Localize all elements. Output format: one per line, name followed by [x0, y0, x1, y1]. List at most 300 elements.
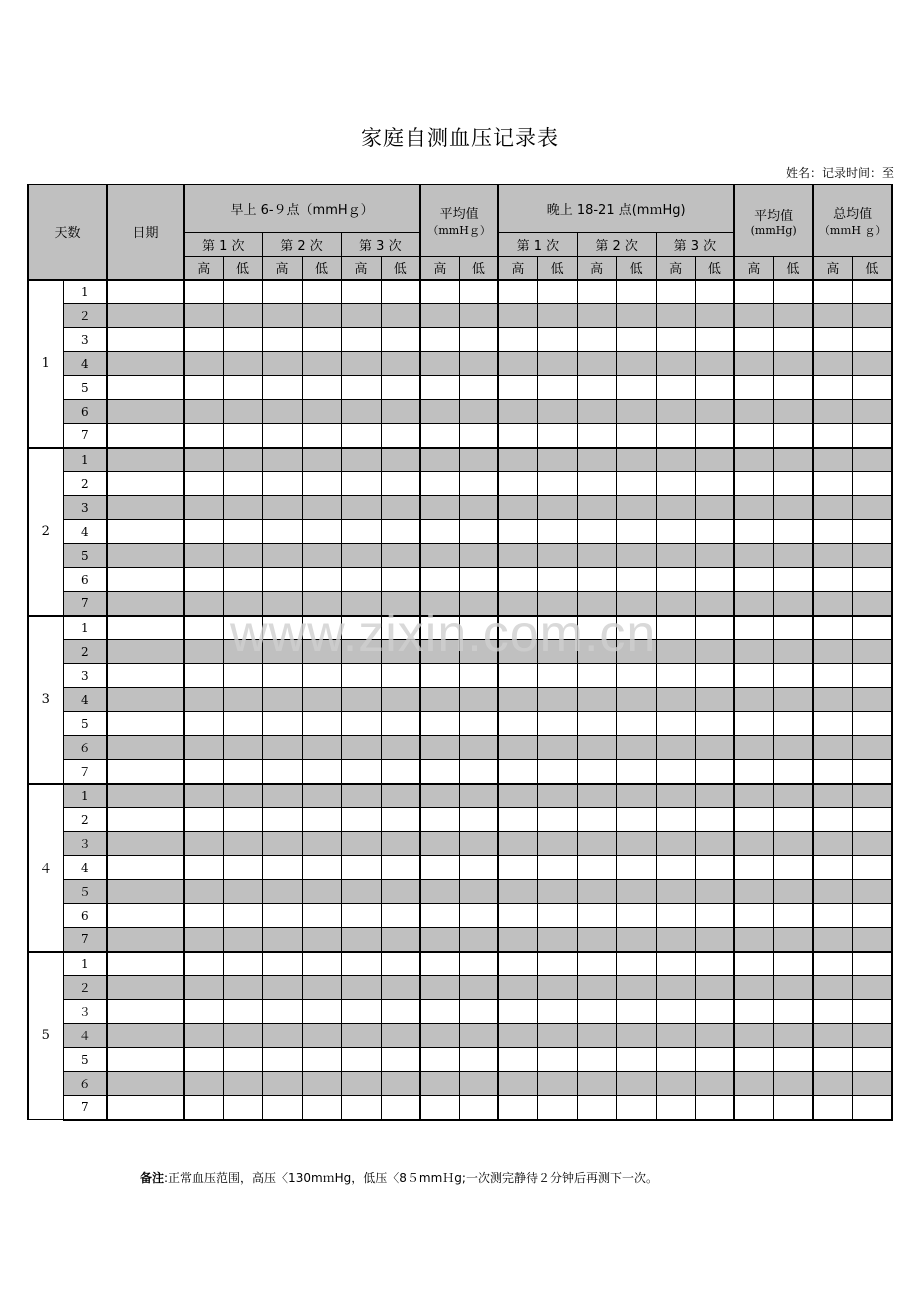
low-value-cell[interactable] [459, 904, 498, 928]
low-value-cell[interactable] [773, 280, 813, 304]
high-value-cell[interactable] [498, 280, 537, 304]
high-value-cell[interactable] [341, 760, 381, 784]
low-value-cell[interactable] [852, 952, 892, 976]
low-value-cell[interactable] [223, 280, 262, 304]
high-value-cell[interactable] [341, 544, 381, 568]
low-value-cell[interactable] [616, 808, 656, 832]
low-value-cell[interactable] [459, 400, 498, 424]
high-value-cell[interactable] [184, 976, 223, 1000]
low-value-cell[interactable] [616, 472, 656, 496]
low-value-cell[interactable] [537, 664, 577, 688]
low-value-cell[interactable] [381, 712, 420, 736]
high-value-cell[interactable] [184, 424, 223, 448]
high-value-cell[interactable] [341, 448, 381, 472]
high-value-cell[interactable] [420, 928, 459, 952]
date-cell[interactable] [107, 928, 184, 952]
low-value-cell[interactable] [223, 928, 262, 952]
high-value-cell[interactable] [341, 904, 381, 928]
high-value-cell[interactable] [577, 1000, 616, 1024]
low-value-cell[interactable] [695, 280, 734, 304]
high-value-cell[interactable] [656, 1096, 695, 1120]
low-value-cell[interactable] [459, 952, 498, 976]
date-cell[interactable] [107, 448, 184, 472]
high-value-cell[interactable] [734, 808, 773, 832]
high-value-cell[interactable] [184, 400, 223, 424]
low-value-cell[interactable] [852, 904, 892, 928]
high-value-cell[interactable] [577, 328, 616, 352]
low-value-cell[interactable] [852, 856, 892, 880]
high-value-cell[interactable] [498, 880, 537, 904]
date-cell[interactable] [107, 760, 184, 784]
high-value-cell[interactable] [656, 376, 695, 400]
high-value-cell[interactable] [656, 280, 695, 304]
high-value-cell[interactable] [262, 376, 302, 400]
low-value-cell[interactable] [302, 304, 341, 328]
high-value-cell[interactable] [498, 664, 537, 688]
low-value-cell[interactable] [223, 352, 262, 376]
high-value-cell[interactable] [184, 496, 223, 520]
low-value-cell[interactable] [459, 736, 498, 760]
low-value-cell[interactable] [616, 904, 656, 928]
low-value-cell[interactable] [381, 952, 420, 976]
low-value-cell[interactable] [302, 544, 341, 568]
high-value-cell[interactable] [341, 496, 381, 520]
low-value-cell[interactable] [773, 304, 813, 328]
low-value-cell[interactable] [695, 376, 734, 400]
low-value-cell[interactable] [616, 400, 656, 424]
low-value-cell[interactable] [223, 760, 262, 784]
low-value-cell[interactable] [381, 448, 420, 472]
low-value-cell[interactable] [381, 352, 420, 376]
high-value-cell[interactable] [813, 1000, 852, 1024]
high-value-cell[interactable] [420, 880, 459, 904]
high-value-cell[interactable] [341, 376, 381, 400]
low-value-cell[interactable] [773, 664, 813, 688]
low-value-cell[interactable] [695, 592, 734, 616]
low-value-cell[interactable] [695, 976, 734, 1000]
low-value-cell[interactable] [302, 880, 341, 904]
low-value-cell[interactable] [537, 280, 577, 304]
high-value-cell[interactable] [184, 832, 223, 856]
low-value-cell[interactable] [302, 664, 341, 688]
low-value-cell[interactable] [616, 688, 656, 712]
low-value-cell[interactable] [616, 1000, 656, 1024]
high-value-cell[interactable] [813, 448, 852, 472]
low-value-cell[interactable] [223, 832, 262, 856]
high-value-cell[interactable] [813, 592, 852, 616]
low-value-cell[interactable] [381, 1000, 420, 1024]
low-value-cell[interactable] [773, 952, 813, 976]
high-value-cell[interactable] [734, 376, 773, 400]
high-value-cell[interactable] [734, 280, 773, 304]
high-value-cell[interactable] [734, 1048, 773, 1072]
low-value-cell[interactable] [302, 1072, 341, 1096]
high-value-cell[interactable] [656, 592, 695, 616]
low-value-cell[interactable] [616, 976, 656, 1000]
low-value-cell[interactable] [695, 784, 734, 808]
high-value-cell[interactable] [341, 400, 381, 424]
high-value-cell[interactable] [262, 1072, 302, 1096]
high-value-cell[interactable] [656, 976, 695, 1000]
high-value-cell[interactable] [813, 1048, 852, 1072]
high-value-cell[interactable] [813, 352, 852, 376]
high-value-cell[interactable] [341, 688, 381, 712]
high-value-cell[interactable] [184, 1096, 223, 1120]
low-value-cell[interactable] [302, 328, 341, 352]
low-value-cell[interactable] [302, 832, 341, 856]
low-value-cell[interactable] [223, 568, 262, 592]
low-value-cell[interactable] [852, 1048, 892, 1072]
low-value-cell[interactable] [381, 808, 420, 832]
low-value-cell[interactable] [616, 952, 656, 976]
high-value-cell[interactable] [734, 760, 773, 784]
high-value-cell[interactable] [577, 544, 616, 568]
high-value-cell[interactable] [341, 520, 381, 544]
high-value-cell[interactable] [734, 712, 773, 736]
low-value-cell[interactable] [223, 520, 262, 544]
low-value-cell[interactable] [537, 448, 577, 472]
high-value-cell[interactable] [734, 928, 773, 952]
date-cell[interactable] [107, 1048, 184, 1072]
low-value-cell[interactable] [616, 1048, 656, 1072]
low-value-cell[interactable] [302, 376, 341, 400]
high-value-cell[interactable] [184, 784, 223, 808]
high-value-cell[interactable] [420, 352, 459, 376]
high-value-cell[interactable] [656, 1024, 695, 1048]
low-value-cell[interactable] [695, 856, 734, 880]
high-value-cell[interactable] [498, 1048, 537, 1072]
high-value-cell[interactable] [262, 448, 302, 472]
low-value-cell[interactable] [695, 616, 734, 640]
high-value-cell[interactable] [577, 280, 616, 304]
high-value-cell[interactable] [734, 544, 773, 568]
date-cell[interactable] [107, 280, 184, 304]
low-value-cell[interactable] [695, 568, 734, 592]
low-value-cell[interactable] [381, 568, 420, 592]
low-value-cell[interactable] [537, 832, 577, 856]
low-value-cell[interactable] [852, 808, 892, 832]
high-value-cell[interactable] [498, 760, 537, 784]
low-value-cell[interactable] [302, 904, 341, 928]
high-value-cell[interactable] [498, 1072, 537, 1096]
low-value-cell[interactable] [381, 472, 420, 496]
low-value-cell[interactable] [459, 1072, 498, 1096]
high-value-cell[interactable] [420, 544, 459, 568]
low-value-cell[interactable] [852, 640, 892, 664]
high-value-cell[interactable] [813, 424, 852, 448]
low-value-cell[interactable] [695, 712, 734, 736]
low-value-cell[interactable] [852, 424, 892, 448]
low-value-cell[interactable] [852, 1072, 892, 1096]
low-value-cell[interactable] [852, 568, 892, 592]
high-value-cell[interactable] [341, 304, 381, 328]
low-value-cell[interactable] [223, 808, 262, 832]
low-value-cell[interactable] [537, 712, 577, 736]
low-value-cell[interactable] [616, 544, 656, 568]
high-value-cell[interactable] [498, 304, 537, 328]
low-value-cell[interactable] [773, 928, 813, 952]
high-value-cell[interactable] [813, 808, 852, 832]
high-value-cell[interactable] [262, 976, 302, 1000]
high-value-cell[interactable] [184, 736, 223, 760]
low-value-cell[interactable] [695, 880, 734, 904]
high-value-cell[interactable] [498, 496, 537, 520]
low-value-cell[interactable] [616, 784, 656, 808]
high-value-cell[interactable] [813, 928, 852, 952]
high-value-cell[interactable] [262, 832, 302, 856]
low-value-cell[interactable] [381, 904, 420, 928]
low-value-cell[interactable] [459, 688, 498, 712]
low-value-cell[interactable] [537, 856, 577, 880]
high-value-cell[interactable] [262, 496, 302, 520]
low-value-cell[interactable] [773, 712, 813, 736]
low-value-cell[interactable] [773, 1024, 813, 1048]
low-value-cell[interactable] [773, 472, 813, 496]
low-value-cell[interactable] [695, 832, 734, 856]
high-value-cell[interactable] [341, 1000, 381, 1024]
high-value-cell[interactable] [577, 448, 616, 472]
low-value-cell[interactable] [459, 544, 498, 568]
high-value-cell[interactable] [341, 1048, 381, 1072]
high-value-cell[interactable] [184, 664, 223, 688]
high-value-cell[interactable] [420, 400, 459, 424]
high-value-cell[interactable] [262, 400, 302, 424]
low-value-cell[interactable] [459, 352, 498, 376]
high-value-cell[interactable] [184, 520, 223, 544]
high-value-cell[interactable] [184, 1048, 223, 1072]
low-value-cell[interactable] [616, 832, 656, 856]
high-value-cell[interactable] [577, 496, 616, 520]
high-value-cell[interactable] [813, 1024, 852, 1048]
low-value-cell[interactable] [223, 688, 262, 712]
high-value-cell[interactable] [341, 424, 381, 448]
low-value-cell[interactable] [459, 520, 498, 544]
high-value-cell[interactable] [656, 832, 695, 856]
high-value-cell[interactable] [813, 376, 852, 400]
high-value-cell[interactable] [813, 400, 852, 424]
low-value-cell[interactable] [773, 568, 813, 592]
low-value-cell[interactable] [773, 1096, 813, 1120]
low-value-cell[interactable] [773, 736, 813, 760]
high-value-cell[interactable] [420, 304, 459, 328]
high-value-cell[interactable] [262, 1024, 302, 1048]
low-value-cell[interactable] [223, 1072, 262, 1096]
high-value-cell[interactable] [262, 760, 302, 784]
high-value-cell[interactable] [341, 1024, 381, 1048]
high-value-cell[interactable] [341, 664, 381, 688]
date-cell[interactable] [107, 688, 184, 712]
high-value-cell[interactable] [184, 1024, 223, 1048]
low-value-cell[interactable] [616, 520, 656, 544]
low-value-cell[interactable] [223, 1024, 262, 1048]
high-value-cell[interactable] [577, 304, 616, 328]
high-value-cell[interactable] [734, 640, 773, 664]
high-value-cell[interactable] [498, 424, 537, 448]
high-value-cell[interactable] [420, 1072, 459, 1096]
high-value-cell[interactable] [656, 352, 695, 376]
high-value-cell[interactable] [341, 808, 381, 832]
low-value-cell[interactable] [852, 928, 892, 952]
low-value-cell[interactable] [459, 712, 498, 736]
low-value-cell[interactable] [537, 1096, 577, 1120]
low-value-cell[interactable] [381, 280, 420, 304]
low-value-cell[interactable] [302, 1024, 341, 1048]
high-value-cell[interactable] [341, 712, 381, 736]
low-value-cell[interactable] [852, 472, 892, 496]
high-value-cell[interactable] [813, 472, 852, 496]
date-cell[interactable] [107, 544, 184, 568]
high-value-cell[interactable] [262, 784, 302, 808]
high-value-cell[interactable] [341, 280, 381, 304]
date-cell[interactable] [107, 808, 184, 832]
high-value-cell[interactable] [734, 784, 773, 808]
low-value-cell[interactable] [616, 736, 656, 760]
high-value-cell[interactable] [184, 568, 223, 592]
high-value-cell[interactable] [734, 856, 773, 880]
date-cell[interactable] [107, 1024, 184, 1048]
low-value-cell[interactable] [852, 1096, 892, 1120]
low-value-cell[interactable] [381, 784, 420, 808]
high-value-cell[interactable] [420, 904, 459, 928]
date-cell[interactable] [107, 832, 184, 856]
high-value-cell[interactable] [262, 808, 302, 832]
low-value-cell[interactable] [381, 304, 420, 328]
high-value-cell[interactable] [498, 1024, 537, 1048]
low-value-cell[interactable] [223, 664, 262, 688]
high-value-cell[interactable] [420, 472, 459, 496]
low-value-cell[interactable] [695, 904, 734, 928]
date-cell[interactable] [107, 496, 184, 520]
high-value-cell[interactable] [656, 808, 695, 832]
high-value-cell[interactable] [813, 328, 852, 352]
high-value-cell[interactable] [341, 880, 381, 904]
low-value-cell[interactable] [381, 496, 420, 520]
low-value-cell[interactable] [302, 808, 341, 832]
low-value-cell[interactable] [381, 1072, 420, 1096]
low-value-cell[interactable] [537, 496, 577, 520]
low-value-cell[interactable] [381, 1048, 420, 1072]
high-value-cell[interactable] [420, 856, 459, 880]
high-value-cell[interactable] [734, 352, 773, 376]
low-value-cell[interactable] [852, 688, 892, 712]
high-value-cell[interactable] [656, 784, 695, 808]
low-value-cell[interactable] [223, 448, 262, 472]
low-value-cell[interactable] [695, 664, 734, 688]
high-value-cell[interactable] [577, 784, 616, 808]
low-value-cell[interactable] [852, 712, 892, 736]
low-value-cell[interactable] [773, 592, 813, 616]
high-value-cell[interactable] [656, 904, 695, 928]
high-value-cell[interactable] [498, 544, 537, 568]
low-value-cell[interactable] [695, 640, 734, 664]
low-value-cell[interactable] [695, 1072, 734, 1096]
low-value-cell[interactable] [773, 880, 813, 904]
high-value-cell[interactable] [184, 928, 223, 952]
high-value-cell[interactable] [498, 472, 537, 496]
high-value-cell[interactable] [184, 904, 223, 928]
low-value-cell[interactable] [459, 376, 498, 400]
low-value-cell[interactable] [852, 496, 892, 520]
high-value-cell[interactable] [420, 760, 459, 784]
low-value-cell[interactable] [773, 832, 813, 856]
date-cell[interactable] [107, 712, 184, 736]
low-value-cell[interactable] [616, 856, 656, 880]
low-value-cell[interactable] [852, 304, 892, 328]
low-value-cell[interactable] [302, 520, 341, 544]
high-value-cell[interactable] [577, 1072, 616, 1096]
low-value-cell[interactable] [302, 496, 341, 520]
high-value-cell[interactable] [577, 856, 616, 880]
high-value-cell[interactable] [813, 568, 852, 592]
high-value-cell[interactable] [813, 736, 852, 760]
low-value-cell[interactable] [381, 544, 420, 568]
high-value-cell[interactable] [498, 1000, 537, 1024]
low-value-cell[interactable] [695, 1000, 734, 1024]
high-value-cell[interactable] [184, 808, 223, 832]
low-value-cell[interactable] [852, 880, 892, 904]
low-value-cell[interactable] [852, 544, 892, 568]
low-value-cell[interactable] [616, 352, 656, 376]
low-value-cell[interactable] [852, 520, 892, 544]
high-value-cell[interactable] [420, 1000, 459, 1024]
low-value-cell[interactable] [223, 712, 262, 736]
low-value-cell[interactable] [223, 880, 262, 904]
low-value-cell[interactable] [616, 376, 656, 400]
low-value-cell[interactable] [459, 424, 498, 448]
low-value-cell[interactable] [852, 1024, 892, 1048]
low-value-cell[interactable] [537, 952, 577, 976]
high-value-cell[interactable] [577, 352, 616, 376]
high-value-cell[interactable] [734, 616, 773, 640]
high-value-cell[interactable] [813, 784, 852, 808]
low-value-cell[interactable] [852, 400, 892, 424]
low-value-cell[interactable] [223, 328, 262, 352]
high-value-cell[interactable] [813, 832, 852, 856]
low-value-cell[interactable] [459, 856, 498, 880]
date-cell[interactable] [107, 592, 184, 616]
low-value-cell[interactable] [616, 304, 656, 328]
high-value-cell[interactable] [184, 448, 223, 472]
low-value-cell[interactable] [852, 328, 892, 352]
high-value-cell[interactable] [184, 328, 223, 352]
high-value-cell[interactable] [813, 304, 852, 328]
low-value-cell[interactable] [616, 424, 656, 448]
high-value-cell[interactable] [498, 448, 537, 472]
high-value-cell[interactable] [184, 376, 223, 400]
high-value-cell[interactable] [262, 1048, 302, 1072]
high-value-cell[interactable] [341, 928, 381, 952]
low-value-cell[interactable] [459, 664, 498, 688]
high-value-cell[interactable] [420, 448, 459, 472]
date-cell[interactable] [107, 1096, 184, 1120]
high-value-cell[interactable] [262, 664, 302, 688]
low-value-cell[interactable] [459, 472, 498, 496]
high-value-cell[interactable] [420, 520, 459, 544]
high-value-cell[interactable] [420, 328, 459, 352]
high-value-cell[interactable] [577, 712, 616, 736]
low-value-cell[interactable] [223, 1048, 262, 1072]
low-value-cell[interactable] [852, 352, 892, 376]
high-value-cell[interactable] [813, 544, 852, 568]
high-value-cell[interactable] [813, 880, 852, 904]
low-value-cell[interactable] [695, 520, 734, 544]
low-value-cell[interactable] [459, 1000, 498, 1024]
low-value-cell[interactable] [773, 856, 813, 880]
high-value-cell[interactable] [577, 1024, 616, 1048]
high-value-cell[interactable] [184, 880, 223, 904]
high-value-cell[interactable] [813, 280, 852, 304]
date-cell[interactable] [107, 520, 184, 544]
